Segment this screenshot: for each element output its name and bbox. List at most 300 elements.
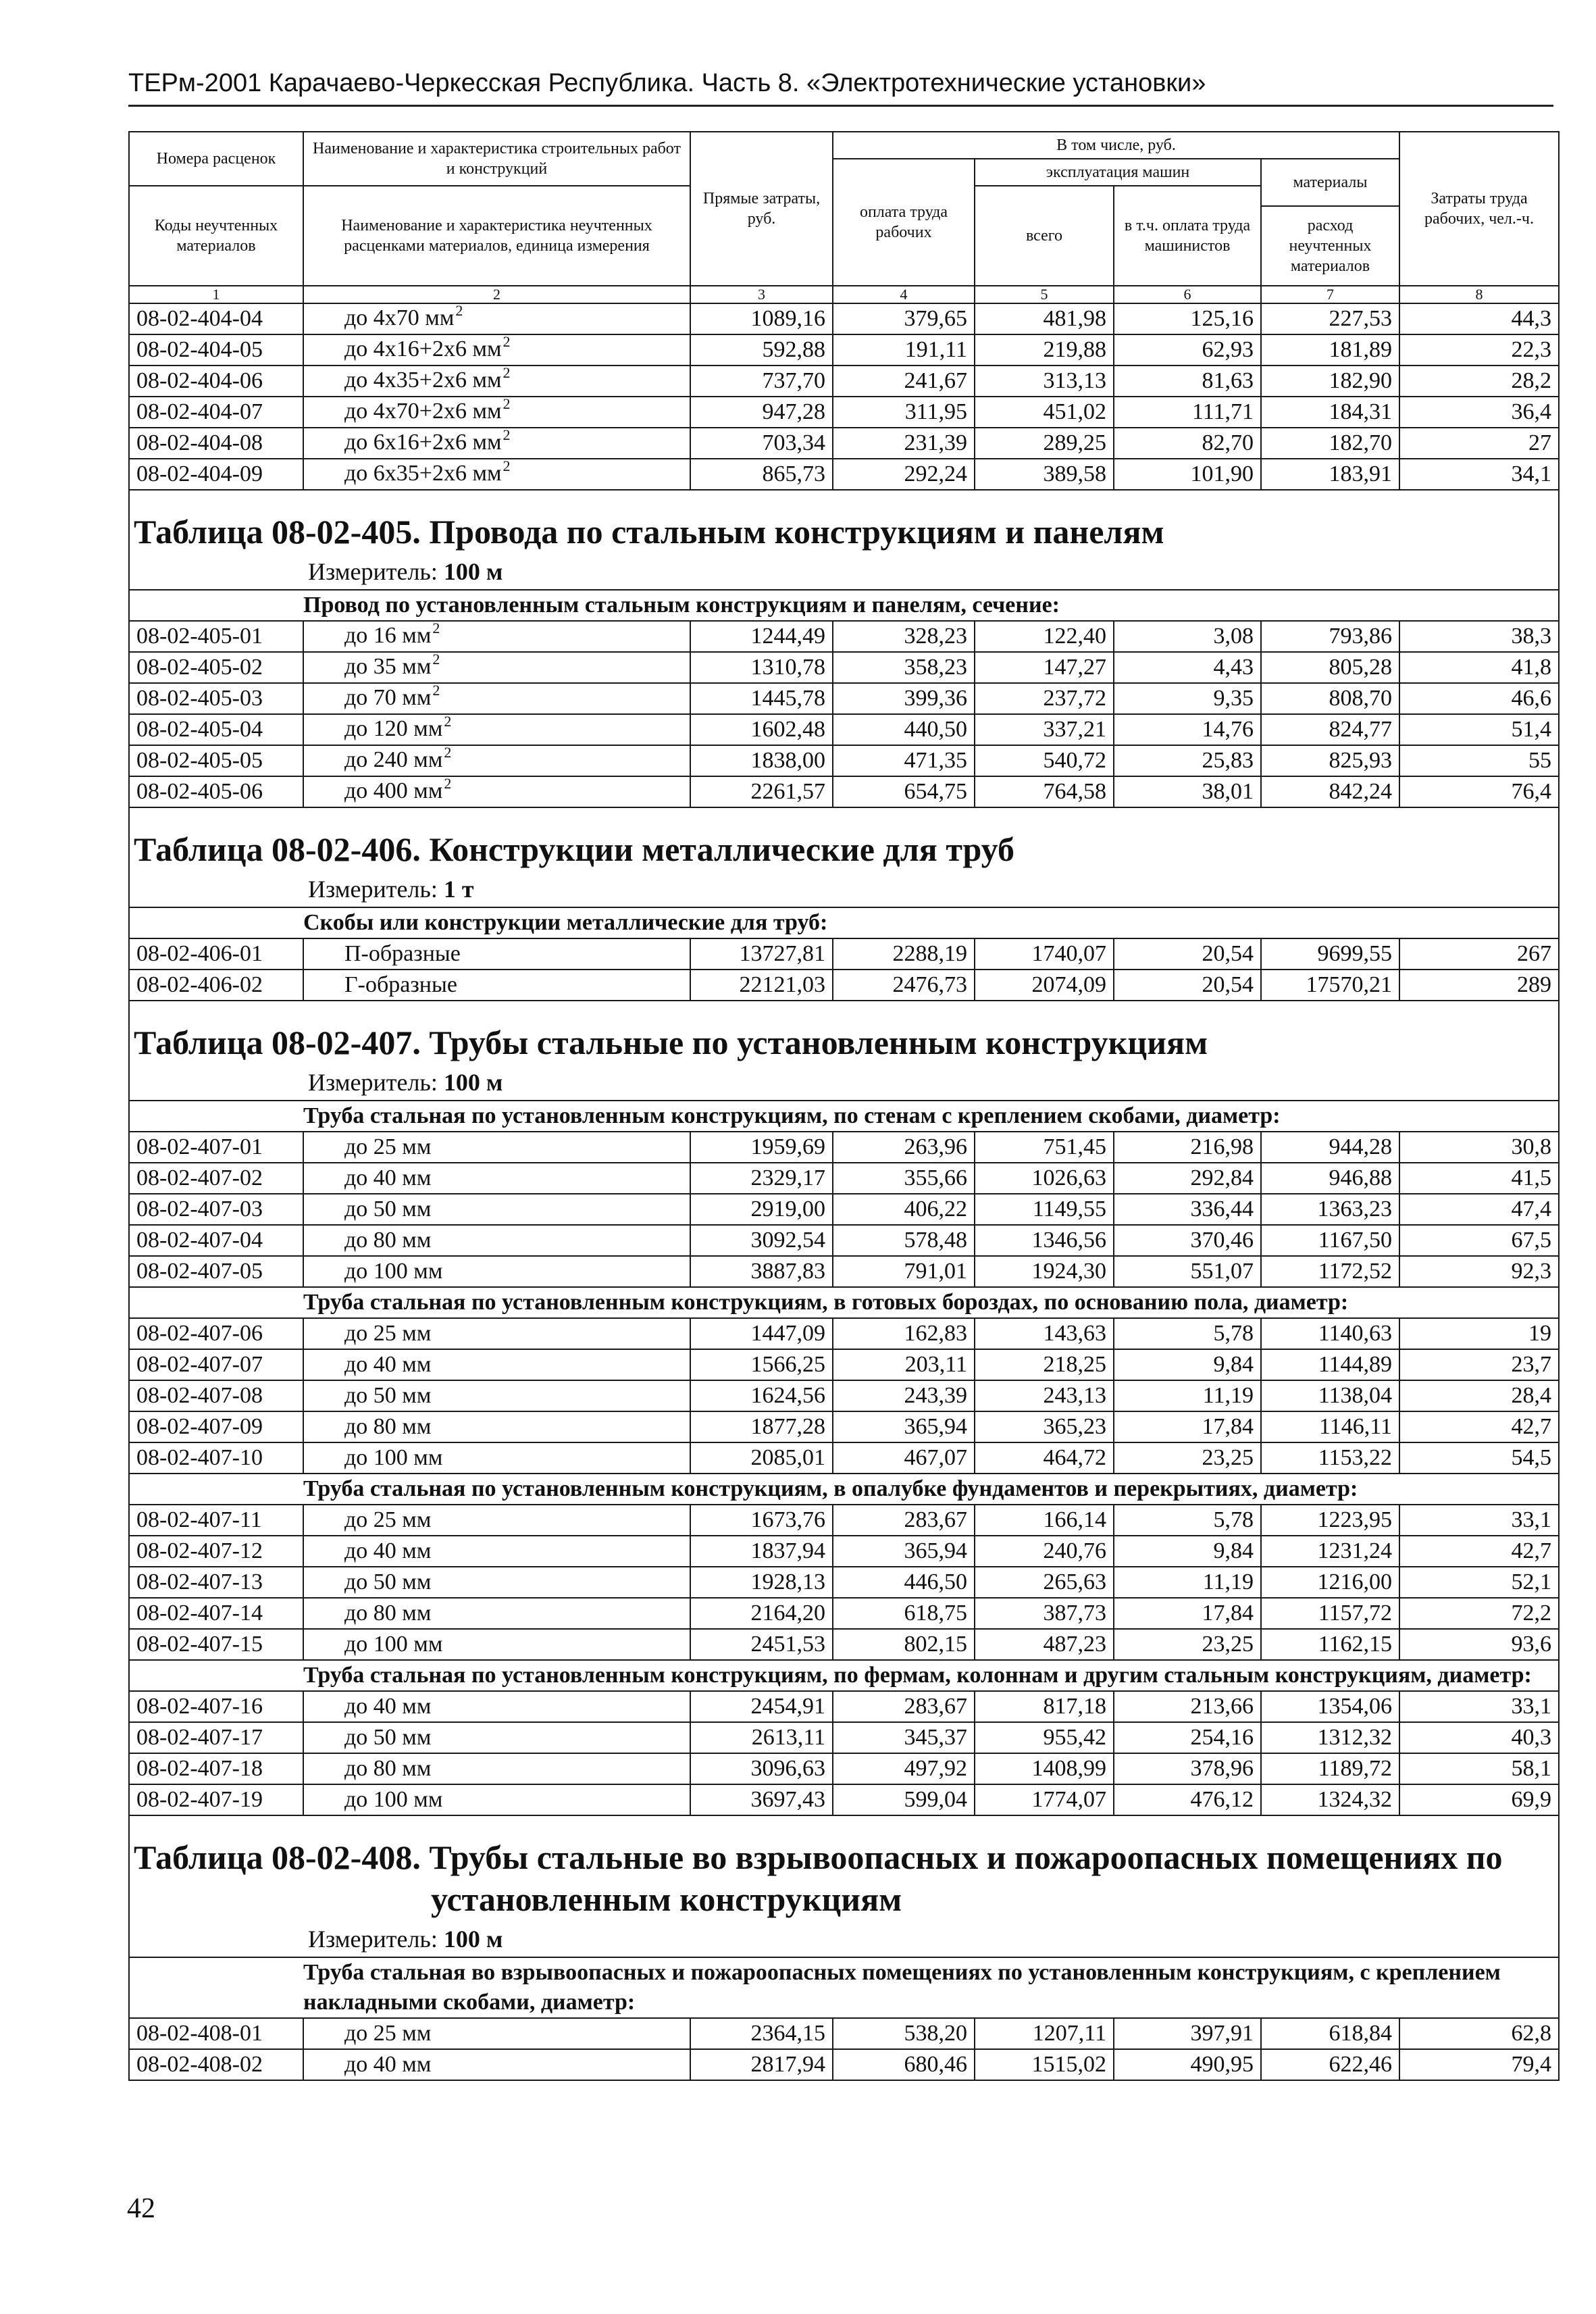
unit-superscript: 2 (455, 303, 463, 319)
rate-name (303, 334, 690, 366)
rate-name (303, 1567, 690, 1598)
workers-pay: 292,24 (833, 459, 975, 490)
machinists-pay: 20,54 (1114, 938, 1261, 970)
rate-name (303, 652, 690, 683)
table-row (129, 1318, 1559, 1349)
workers-pay: 440,50 (833, 714, 975, 745)
direct-cost: 2451,53 (690, 1629, 833, 1660)
machines-total: 243,13 (975, 1380, 1114, 1411)
labor-hours: 76,4 (1399, 776, 1559, 807)
unit-of-measure (129, 1067, 1559, 1101)
rate-name (303, 1536, 690, 1567)
machines-total: 955,42 (975, 1722, 1114, 1753)
direct-cost: 1624,56 (690, 1380, 833, 1411)
machinists-pay: 3,08 (1114, 621, 1261, 652)
rate-name-text: до 50 мм (344, 1197, 432, 1222)
workers-pay: 802,15 (833, 1629, 975, 1660)
rate-name-text: до 80 мм (344, 1601, 432, 1626)
labor-hours: 289 (1399, 970, 1559, 1001)
direct-cost: 2364,15 (690, 2018, 833, 2049)
labor-hours: 69,9 (1399, 1784, 1559, 1815)
table-row (129, 2049, 1559, 2080)
machines-total: 2074,09 (975, 970, 1114, 1001)
machines-total: 451,02 (975, 397, 1114, 428)
rate-code: 08-02-404-07 (129, 397, 303, 428)
rate-name (303, 1132, 690, 1163)
unit-superscript: 2 (444, 714, 452, 730)
machines-total: 764,58 (975, 776, 1114, 807)
direct-cost: 1244,49 (690, 621, 833, 652)
machinists-pay: 292,84 (1114, 1163, 1261, 1194)
rate-code: 08-02-408-02 (129, 2049, 303, 2080)
rate-name (303, 397, 690, 428)
rate-name (303, 2018, 690, 2049)
rate-name-text: до 25 мм (344, 2021, 432, 2046)
rate-name (303, 1691, 690, 1722)
rate-code: 08-02-405-06 (129, 776, 303, 807)
unaccounted-materials: 1189,72 (1261, 1753, 1399, 1784)
rate-name (303, 366, 690, 397)
direct-cost: 22121,03 (690, 970, 833, 1001)
table-row (129, 1349, 1559, 1380)
machinists-pay: 14,76 (1114, 714, 1261, 745)
direct-cost: 1566,25 (690, 1349, 833, 1380)
rates-sheet (128, 131, 1558, 2081)
unaccounted-materials: 1162,15 (1261, 1629, 1399, 1660)
workers-pay: 231,39 (833, 428, 975, 459)
workers-pay: 497,92 (833, 1753, 975, 1784)
machines-total: 147,27 (975, 652, 1114, 683)
group-spacer (129, 1660, 303, 1691)
group-spacer (129, 590, 303, 621)
workers-pay: 355,66 (833, 1163, 975, 1194)
group-heading-row (129, 1287, 1559, 1318)
direct-cost: 1673,76 (690, 1505, 833, 1536)
rate-code: 08-02-405-05 (129, 745, 303, 776)
machines-total: 1515,02 (975, 2049, 1114, 2080)
machinists-pay: 336,44 (1114, 1194, 1261, 1225)
rate-name (303, 683, 690, 714)
rate-code: 08-02-407-19 (129, 1784, 303, 1815)
table-row (129, 1691, 1559, 1722)
unit-of-measure (129, 874, 1559, 907)
direct-cost: 592,88 (690, 334, 833, 366)
rate-code: 08-02-405-01 (129, 621, 303, 652)
labor-hours: 58,1 (1399, 1753, 1559, 1784)
rate-name (303, 1598, 690, 1629)
labor-hours: 67,5 (1399, 1225, 1559, 1256)
machines-total: 1740,07 (975, 938, 1114, 970)
rate-name-text: до 80 мм (344, 1228, 432, 1253)
machines-total: 237,72 (975, 683, 1114, 714)
machines-total: 817,18 (975, 1691, 1114, 1722)
unit-superscript: 2 (503, 397, 511, 412)
labor-hours: 51,4 (1399, 714, 1559, 745)
col-materials: материалы (1261, 159, 1399, 206)
unaccounted-materials: 946,88 (1261, 1163, 1399, 1194)
unaccounted-materials: 1167,50 (1261, 1225, 1399, 1256)
machinists-pay: 111,71 (1114, 397, 1261, 428)
table-row (129, 745, 1559, 776)
table-row (129, 334, 1559, 366)
column-number: 1 (129, 286, 303, 303)
group-heading: Труба стальная по установленным конструкциям, по фермам, колоннам и другим стальным конструкциям, диаметр: (303, 1660, 1559, 1691)
unaccounted-materials: 183,91 (1261, 459, 1399, 490)
group-heading-row (129, 1474, 1559, 1505)
unaccounted-materials: 1312,32 (1261, 1722, 1399, 1753)
machines-total: 487,23 (975, 1629, 1114, 1660)
labor-hours: 92,3 (1399, 1256, 1559, 1287)
group-heading: Провод по установленным стальным конструкциям и панелям, сечение: (303, 590, 1559, 621)
workers-pay: 467,07 (833, 1442, 975, 1474)
unaccounted-materials: 1324,32 (1261, 1784, 1399, 1815)
table-row (129, 1753, 1559, 1784)
rate-name (303, 1163, 690, 1194)
rate-code: 08-02-404-08 (129, 428, 303, 459)
group-spacer (129, 1957, 303, 2018)
unaccounted-materials: 1216,00 (1261, 1567, 1399, 1598)
rate-name (303, 1194, 690, 1225)
workers-pay: 283,67 (833, 1505, 975, 1536)
rate-name-text: до 50 мм (344, 1383, 432, 1408)
direct-cost: 947,28 (690, 397, 833, 428)
unit-value: 100 м (443, 1069, 503, 1096)
col-workers-pay: оплата труда рабочих (833, 159, 975, 286)
rate-code: 08-02-407-10 (129, 1442, 303, 1474)
labor-hours: 267 (1399, 938, 1559, 970)
table-title-row (129, 1815, 1559, 1924)
rate-name (303, 1722, 690, 1753)
machines-total: 219,88 (975, 334, 1114, 366)
machinists-pay: 11,19 (1114, 1567, 1261, 1598)
unaccounted-materials: 1138,04 (1261, 1380, 1399, 1411)
rate-code: 08-02-405-04 (129, 714, 303, 745)
table-row (129, 428, 1559, 459)
group-heading: Труба стальная по установленным конструкциям, в готовых бороздах, по основанию пола, диаметр: (303, 1287, 1559, 1318)
unaccounted-materials: 1223,95 (1261, 1505, 1399, 1536)
unit-row (129, 874, 1559, 907)
labor-hours: 54,5 (1399, 1442, 1559, 1474)
machinists-pay: 20,54 (1114, 970, 1261, 1001)
direct-cost: 2817,94 (690, 2049, 833, 2080)
workers-pay: 2288,19 (833, 938, 975, 970)
labor-hours: 28,2 (1399, 366, 1559, 397)
rate-code: 08-02-407-14 (129, 1598, 303, 1629)
table-row (129, 1598, 1559, 1629)
machinists-pay: 254,16 (1114, 1722, 1261, 1753)
rate-name-text: до 4х70+2х6 мм (344, 398, 502, 424)
unaccounted-materials: 1146,11 (1261, 1411, 1399, 1442)
workers-pay: 791,01 (833, 1256, 975, 1287)
unaccounted-materials: 808,70 (1261, 683, 1399, 714)
rate-code: 08-02-407-04 (129, 1225, 303, 1256)
table-row (129, 459, 1559, 490)
rate-name-text: до 35 мм (344, 653, 432, 679)
direct-cost: 1837,94 (690, 1536, 833, 1567)
group-heading-row (129, 590, 1559, 621)
table-title (129, 490, 1559, 557)
labor-hours: 36,4 (1399, 397, 1559, 428)
rate-name (303, 938, 690, 970)
rate-code: 08-02-407-18 (129, 1753, 303, 1784)
unaccounted-materials: 824,77 (1261, 714, 1399, 745)
rate-name-text: до 100 мм (344, 1259, 443, 1284)
col-including: В том числе, руб. (833, 132, 1399, 159)
unaccounted-materials: 842,24 (1261, 776, 1399, 807)
table-row (129, 1567, 1559, 1598)
rate-name (303, 1753, 690, 1784)
direct-cost: 1089,16 (690, 303, 833, 334)
labor-hours: 28,4 (1399, 1380, 1559, 1411)
table-row (129, 683, 1559, 714)
workers-pay: 365,94 (833, 1411, 975, 1442)
group-heading-row (129, 1660, 1559, 1691)
unaccounted-materials: 1172,52 (1261, 1256, 1399, 1287)
workers-pay: 618,75 (833, 1598, 975, 1629)
table-row (129, 652, 1559, 683)
labor-hours: 33,1 (1399, 1691, 1559, 1722)
labor-hours: 42,7 (1399, 1536, 1559, 1567)
column-number: 8 (1399, 286, 1559, 303)
direct-cost: 737,70 (690, 366, 833, 397)
unaccounted-materials: 1153,22 (1261, 1442, 1399, 1474)
rate-code: 08-02-406-01 (129, 938, 303, 970)
column-number: 7 (1261, 286, 1399, 303)
rate-code: 08-02-407-08 (129, 1380, 303, 1411)
direct-cost: 3887,83 (690, 1256, 833, 1287)
workers-pay: 263,96 (833, 1132, 975, 1163)
col-name-top: Наименование и характеристика строительных работ и конструкций (303, 132, 690, 186)
labor-hours: 34,1 (1399, 459, 1559, 490)
rate-name-text: до 50 мм (344, 1569, 432, 1594)
unaccounted-materials: 1157,72 (1261, 1598, 1399, 1629)
rate-code: 08-02-404-09 (129, 459, 303, 490)
direct-cost: 3096,63 (690, 1753, 833, 1784)
rate-name-text: до 40 мм (344, 2052, 432, 2077)
workers-pay: 328,23 (833, 621, 975, 652)
rate-name (303, 1349, 690, 1380)
direct-cost: 1602,48 (690, 714, 833, 745)
machines-total: 122,40 (975, 621, 1114, 652)
labor-hours: 79,4 (1399, 2049, 1559, 2080)
direct-cost: 3697,43 (690, 1784, 833, 1815)
table-row (129, 1163, 1559, 1194)
table-title-text: Таблица 08-02-406. Конструкции металлические для труб (134, 830, 1014, 868)
machinists-pay: 213,66 (1114, 1691, 1261, 1722)
unit-label: Измеритель: (308, 558, 438, 585)
workers-pay: 311,95 (833, 397, 975, 428)
direct-cost: 703,34 (690, 428, 833, 459)
rate-name (303, 303, 690, 334)
workers-pay: 203,11 (833, 1349, 975, 1380)
rate-name-text: до 100 мм (344, 1787, 443, 1812)
table-row (129, 1629, 1559, 1660)
labor-hours: 52,1 (1399, 1567, 1559, 1598)
table-row (129, 1256, 1559, 1287)
direct-cost: 1445,78 (690, 683, 833, 714)
rate-name-text: до 25 мм (344, 1321, 432, 1346)
workers-pay: 358,23 (833, 652, 975, 683)
unit-superscript: 2 (444, 776, 452, 792)
group-heading: Труба стальная по установленным конструкциям, в опалубке фундаментов и перекрытиях, диаметр: (303, 1474, 1559, 1505)
unit-row (129, 1924, 1559, 1957)
machinists-pay: 62,93 (1114, 334, 1261, 366)
rate-code: 08-02-404-06 (129, 366, 303, 397)
table-row (129, 714, 1559, 745)
unaccounted-materials: 181,89 (1261, 334, 1399, 366)
direct-cost: 2613,11 (690, 1722, 833, 1753)
workers-pay: 538,20 (833, 2018, 975, 2049)
rate-name (303, 1629, 690, 1660)
table-row (129, 366, 1559, 397)
table-row (129, 1505, 1559, 1536)
table-title (129, 1001, 1559, 1067)
rate-name-text: до 40 мм (344, 1694, 432, 1719)
rate-name-text: до 400 мм (344, 778, 443, 803)
workers-pay: 243,39 (833, 1380, 975, 1411)
group-heading-row (129, 907, 1559, 938)
table-row (129, 970, 1559, 1001)
labor-hours: 55 (1399, 745, 1559, 776)
machines-total: 481,98 (975, 303, 1114, 334)
labor-hours: 72,2 (1399, 1598, 1559, 1629)
group-spacer (129, 1287, 303, 1318)
labor-hours: 19 (1399, 1318, 1559, 1349)
machines-total: 540,72 (975, 745, 1114, 776)
table-title-text: Таблица 08-02-407. Трубы стальные по установленным конструкциям (134, 1024, 1208, 1061)
rate-code: 08-02-407-05 (129, 1256, 303, 1287)
unit-superscript: 2 (432, 652, 440, 668)
table-body (129, 303, 1559, 2080)
rate-code: 08-02-407-02 (129, 1163, 303, 1194)
workers-pay: 680,46 (833, 2049, 975, 2080)
machinists-pay: 17,84 (1114, 1598, 1261, 1629)
rate-code: 08-02-407-06 (129, 1318, 303, 1349)
unit-value: 100 м (443, 558, 503, 585)
unaccounted-materials: 944,28 (1261, 1132, 1399, 1163)
labor-hours: 27 (1399, 428, 1559, 459)
table-row (129, 1442, 1559, 1474)
group-heading: Скобы или конструкции металлические для труб: (303, 907, 1559, 938)
table-title (129, 1815, 1559, 1924)
labor-hours: 41,8 (1399, 652, 1559, 683)
machinists-pay: 38,01 (1114, 776, 1261, 807)
machinists-pay: 125,16 (1114, 303, 1261, 334)
rate-code: 08-02-407-15 (129, 1629, 303, 1660)
workers-pay: 365,94 (833, 1536, 975, 1567)
machinists-pay: 9,35 (1114, 683, 1261, 714)
col-machines-total: всего (975, 186, 1114, 286)
rate-name (303, 1411, 690, 1442)
machines-total: 143,63 (975, 1318, 1114, 1349)
col-machinists-pay: в т.ч. оплата труда машинистов (1114, 186, 1261, 286)
rate-name-text: до 120 мм (344, 715, 443, 741)
unit-superscript: 2 (503, 459, 511, 474)
rate-name-text: Г-образные (344, 972, 457, 997)
unit-value: 1 т (443, 876, 474, 903)
labor-hours: 93,6 (1399, 1629, 1559, 1660)
machinists-pay: 25,83 (1114, 745, 1261, 776)
group-heading-row (129, 1101, 1559, 1132)
workers-pay: 283,67 (833, 1691, 975, 1722)
column-number: 5 (975, 286, 1114, 303)
unit-superscript: 2 (503, 428, 511, 443)
direct-cost: 1928,13 (690, 1567, 833, 1598)
machinists-pay: 5,78 (1114, 1318, 1261, 1349)
column-number: 4 (833, 286, 975, 303)
machines-total: 365,23 (975, 1411, 1114, 1442)
direct-cost: 2919,00 (690, 1194, 833, 1225)
machinists-pay: 23,25 (1114, 1442, 1261, 1474)
machines-total: 389,58 (975, 459, 1114, 490)
col-direct-costs: Прямые затраты, руб. (690, 132, 833, 286)
labor-hours: 44,3 (1399, 303, 1559, 334)
rate-name-text: до 4х70 мм (344, 305, 455, 330)
table-row (129, 303, 1559, 334)
unit-superscript: 2 (432, 683, 440, 699)
rate-name (303, 621, 690, 652)
direct-cost: 2454,91 (690, 1691, 833, 1722)
labor-hours: 30,8 (1399, 1132, 1559, 1163)
machinists-pay: 4,43 (1114, 652, 1261, 683)
unaccounted-materials: 1140,63 (1261, 1318, 1399, 1349)
workers-pay: 379,65 (833, 303, 975, 334)
machines-total: 337,21 (975, 714, 1114, 745)
machines-total: 751,45 (975, 1132, 1114, 1163)
table-title-row (129, 807, 1559, 874)
rate-name-text: до 80 мм (344, 1756, 432, 1781)
machinists-pay: 490,95 (1114, 2049, 1261, 2080)
group-spacer (129, 907, 303, 938)
rate-code: 08-02-404-05 (129, 334, 303, 366)
workers-pay: 471,35 (833, 745, 975, 776)
column-number: 6 (1114, 286, 1261, 303)
rate-code: 08-02-407-07 (129, 1349, 303, 1380)
table-title (129, 807, 1559, 874)
unaccounted-materials: 618,84 (1261, 2018, 1399, 2049)
rate-name-text: до 6х35+2х6 мм (344, 460, 502, 486)
machines-total: 1149,55 (975, 1194, 1114, 1225)
labor-hours: 38,3 (1399, 621, 1559, 652)
column-number: 3 (690, 286, 833, 303)
machines-total: 265,63 (975, 1567, 1114, 1598)
group-spacer (129, 1101, 303, 1132)
machinists-pay: 11,19 (1114, 1380, 1261, 1411)
rate-code: 08-02-407-03 (129, 1194, 303, 1225)
labor-hours: 41,5 (1399, 1163, 1559, 1194)
direct-cost: 1838,00 (690, 745, 833, 776)
rate-code: 08-02-406-02 (129, 970, 303, 1001)
group-spacer (129, 1474, 303, 1505)
unaccounted-materials: 1363,23 (1261, 1194, 1399, 1225)
rate-name-text: до 4х16+2х6 мм (344, 336, 502, 361)
unit-row (129, 1067, 1559, 1101)
page-number: 42 (127, 2193, 155, 2224)
direct-cost: 3092,54 (690, 1225, 833, 1256)
labor-hours: 46,6 (1399, 683, 1559, 714)
machines-total: 464,72 (975, 1442, 1114, 1474)
rate-name (303, 1256, 690, 1287)
rate-code: 08-02-407-09 (129, 1411, 303, 1442)
machines-total: 1026,63 (975, 1163, 1114, 1194)
direct-cost: 1877,28 (690, 1411, 833, 1442)
group-heading-row (129, 1957, 1559, 2018)
rate-name (303, 1318, 690, 1349)
table-row (129, 397, 1559, 428)
rate-name (303, 428, 690, 459)
unaccounted-materials: 1231,24 (1261, 1536, 1399, 1567)
machinists-pay: 81,63 (1114, 366, 1261, 397)
